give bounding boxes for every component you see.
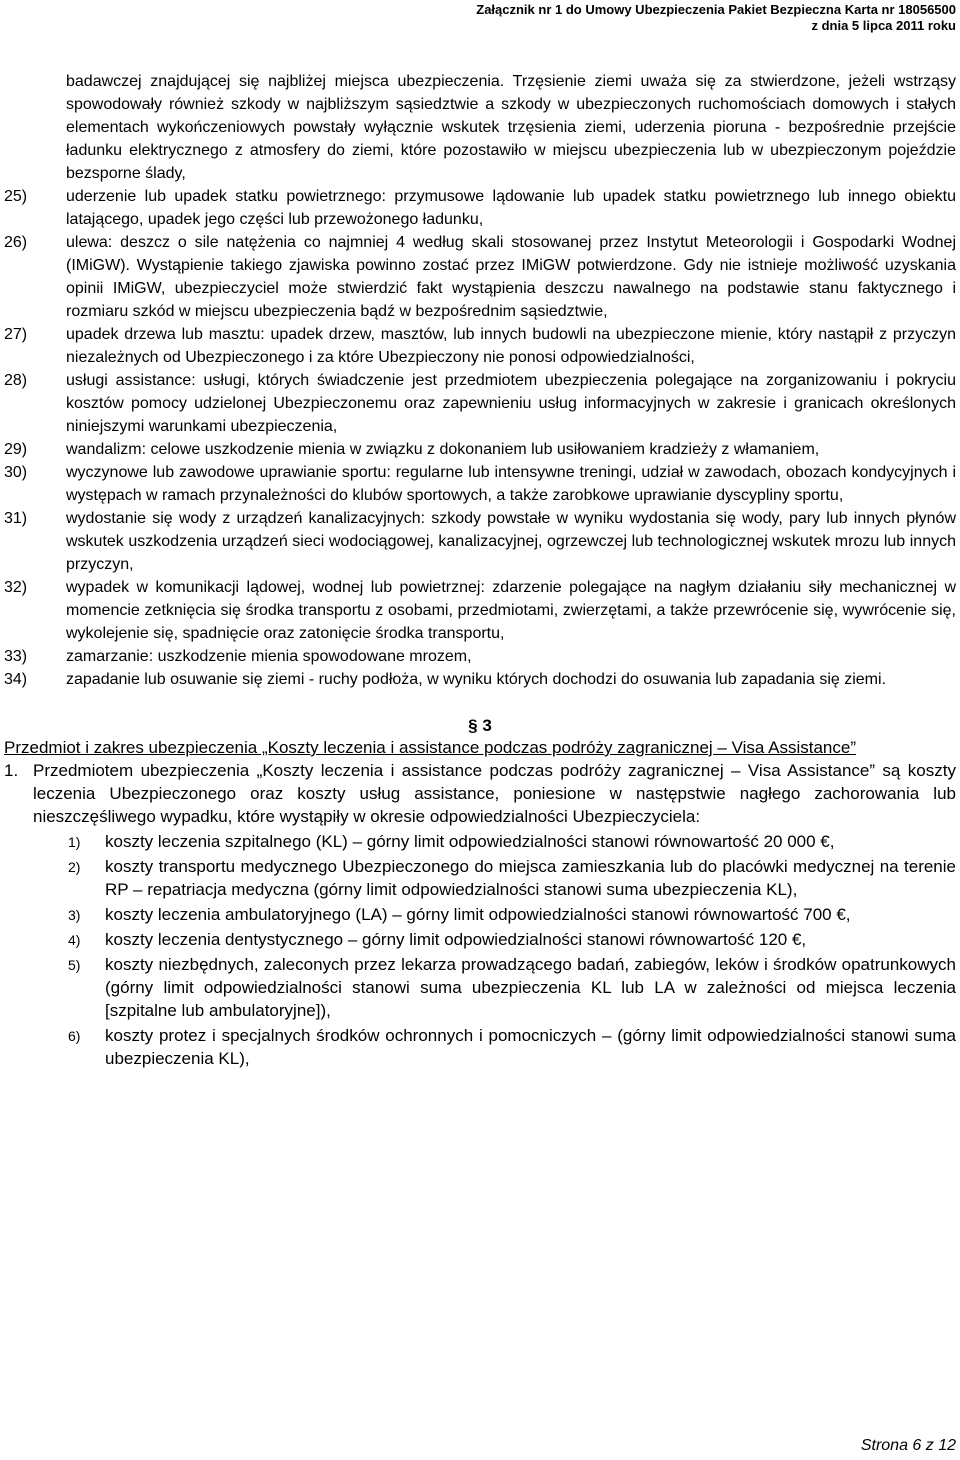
list-item	[68, 855, 956, 901]
item-text: uderzenie lub upadek statku powietrznego: przymusowe lądowanie lub upadek statku powietrznego lub innego obiektu latającego, upadek jego części lub przewożonego ładunku,	[66, 188, 956, 228]
item-number: 3)	[68, 907, 81, 923]
header-annex-line: Załącznik nr 1 do Umowy Ubezpieczenia Pakiet Bezpieczna Karta nr 18056500	[476, 2, 956, 17]
section-symbol: § 3	[468, 716, 492, 735]
item-number: 34)	[4, 671, 28, 688]
item-number: 33)	[4, 648, 28, 665]
item-number: 5)	[68, 957, 81, 973]
list-item	[68, 830, 956, 853]
item-text: koszty leczenia szpitalnego (KL) – górny limit odpowiedzialności stanowi równowartość 20 000 €,	[105, 832, 835, 851]
list-item	[4, 668, 956, 691]
list-item	[4, 369, 956, 438]
list-item	[4, 461, 956, 507]
list-item	[4, 507, 956, 576]
item-number: 25)	[4, 188, 28, 205]
item-number: 31)	[4, 510, 28, 527]
item-text: usługi assistance: usługi, których świadczenie jest przedmiotem ubezpieczenia polegające na zorganizowaniu i pokryciu kosztów pomocy udzielonej Ubezpieczonemu oraz zapewnieniu usług informacyjnych w zakresie i granicach określonych niniejszymi warunkami ubezpieczenia,	[66, 372, 956, 435]
item-number: 4)	[68, 932, 81, 948]
list-item	[4, 185, 956, 231]
item-number: 30)	[4, 464, 28, 481]
header-date-line: z dnia 5 lipca 2011 roku	[811, 18, 956, 33]
list-item	[4, 576, 956, 645]
point-number: 1.	[4, 761, 19, 780]
list-item	[4, 323, 956, 369]
section-heading: Przedmiot i zakres ubezpieczenia „Koszty leczenia i assistance podczas podróży zagranicznej – Visa Assistance”	[4, 738, 856, 757]
item-text: upadek drzewa lub masztu: upadek drzew, masztów, lub innych budowli na ubezpieczone mienie, który nastąpił z przyczyn niezależnych od Ubezpieczonego i za które Ubezpieczony nie ponosi odpowiedzialności,	[66, 326, 956, 366]
item-text: zapadanie lub osuwanie się ziemi - ruchy podłoża, w wyniku których dochodzi do osuwania lub zapadania się ziemi.	[66, 671, 887, 688]
item-text: wypadek w komunikacji lądowej, wodnej lub powietrznej: zdarzenie polegające na nagłym działaniu siły mechanicznej w momencie zetknięcia się środka transportu z osobami, przedmiotami, zwierzętami, a także przewrócenie się, wywrócenie się, wykolejenie się, spadnięcie oraz zatonięcie środka transportu,	[66, 579, 956, 642]
section-point	[4, 759, 956, 828]
item-text: koszty leczenia ambulatoryjnego (LA) – górny limit odpowiedzialności stanowi równowartość 700 €,	[105, 905, 851, 924]
item-text: wydostanie się wody z urządzeń kanalizacyjnych: szkody powstałe w wyniku wydostania się wody, pary lub innych płynów wskutek uszkodzenia urządzeń sieci wodociągowej, kanalizacyjnej, ogrzewczej lub technologicznej wskutek mrozu lub innych przyczyn,	[66, 510, 956, 573]
item-number: 2)	[68, 859, 81, 875]
item-number: 29)	[4, 441, 28, 458]
item-text: wandalizm: celowe uszkodzenie mienia w związku z dokonaniem lub usiłowaniem kradzieży z włamaniem,	[66, 441, 820, 458]
item-text: koszty transportu medycznego Ubezpieczonego do miejsca zamieszkania lub do placówki medycznej na terenie RP – repatriacja medyczna (górny limit odpowiedzialności stanowi suma ubezpieczenia KL),	[105, 857, 956, 899]
list-item	[68, 953, 956, 1022]
item-text: koszty protez i specjalnych środków ochronnych i pomocniczych – (górny limit odpowiedzialności stanowi suma ubezpieczenia KL),	[105, 1026, 956, 1068]
item-number: 6)	[68, 1028, 81, 1044]
coverage-list	[0, 830, 960, 1070]
definitions-list	[0, 185, 960, 691]
list-item	[4, 645, 956, 668]
list-item	[4, 438, 956, 461]
item-text: wyczynowe lub zawodowe uprawianie sportu: regularne lub intensywne treningi, udział w zawodach, obozach kondycyjnych i występach w ramach przynależności do klubów sportowych, a także zarobkowe uprawianie dyscypliny sportu,	[66, 464, 956, 504]
item-text: ulewa: deszcz o sile natężenia co najmniej 4 według skali stosowanej przez Instytut Meteorologii i Gospodarki Wodnej (IMiGW). Wystąpienie takiego zjawiska powinno zostać przez IMiGW potwierdzone. Gdy nie istnieje możliwość uzyskania opinii IMiGW, ubezpieczyciel może stwierdzić fakt wystąpienia deszczu nawalnego na podstawie stanu faktycznego i rozmiaru szkód w miejscu ubezpieczenia bądź w bezpośrednim sąsiedztwie,	[66, 234, 956, 320]
list-item	[68, 928, 956, 951]
list-item	[68, 1024, 956, 1070]
item-text: zamarzanie: uszkodzenie mienia spowodowane mrozem,	[66, 648, 472, 665]
list-item	[68, 903, 956, 926]
item-number: 1)	[68, 834, 81, 850]
document-body	[0, 70, 960, 1070]
item-text: koszty niezbędnych, zaleconych przez lekarza prowadzącego badań, zabiegów, leków i środków opatrunkowych (górny limit odpowiedzialności stanowi suma ubezpieczenia KL lub LA w zależności od miejsca leczenia [szpitalne lub ambulatoryjne]),	[105, 955, 956, 1020]
page-number: Strona 6 z 12	[860, 1437, 956, 1454]
item-number: 26)	[4, 234, 28, 251]
item-number: 32)	[4, 579, 28, 596]
document-header	[256, 2, 956, 34]
point-text: Przedmiotem ubezpieczenia „Koszty leczenia i assistance podczas podróży zagranicznej – Visa Assistance” są koszty leczenia Ubezpieczonego oraz koszty usług assistance, poniesione w następstwie nagłego zachorowania lub nieszczęśliwego wypadku, które wystąpiły w okresie odpowiedzialności Ubezpieczyciela:	[33, 761, 956, 826]
item-text: koszty leczenia dentystycznego – górny limit odpowiedzialności stanowi równowartość 120 €,	[105, 930, 807, 949]
item-number: 28)	[4, 372, 28, 389]
intro-paragraph: badawczej znajdującej się najbliżej miejsca ubezpieczenia. Trzęsienie ziemi uważa się za stwierdzone, jeżeli wstrząsy spowodowały również szkody w najbliższym sąsiedztwie a szkody w ubezpieczonych ruchomościach domowych i stałych elementach wykończeniowych powstały wyłącznie wskutek trzęsienia ziemi, uderzenia pioruna - bezpośrednie przejście ładunku elektrycznego z atmosfery do ziemi, które pozostawiło w miejscu ubezpieczenia lub w ubezpieczonym pojeździe bezsporne ślady,	[66, 73, 956, 182]
item-number: 27)	[4, 326, 28, 343]
list-item	[4, 231, 956, 323]
